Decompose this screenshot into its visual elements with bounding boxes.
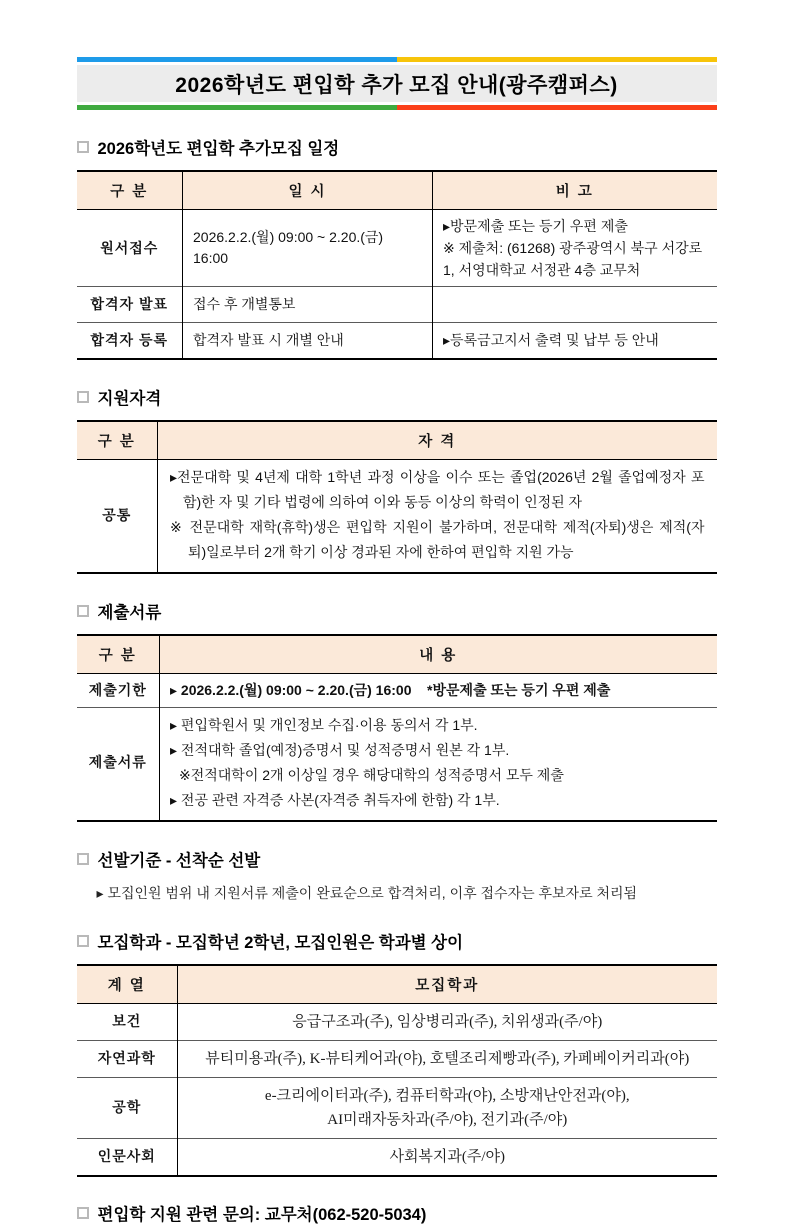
table-header-row [77,635,717,674]
table-row [77,210,717,287]
table-cell [433,210,717,287]
qualification-table [77,420,717,574]
section-heading-label: 2026학년도 편입학 추가모집 일정 [97,140,340,158]
table-row [77,707,717,821]
row-label: 제출서류 [77,707,160,821]
document-line: ▸ 편입학원서 및 개인정보 수집·이용 동의서 각 1부. [170,716,478,733]
empty-square-icon [77,853,89,865]
table-cell [158,459,717,573]
title-band [77,65,717,102]
row-label: 자연과학 [77,1040,178,1077]
footer-contact-label: 편입학 지원 관련 문의: 교무처(062-520-5034) [97,1205,427,1224]
page-title: 2026학년도 편입학 추가 모집 안내(광주캠퍼스) [175,73,618,97]
table-row [77,459,717,573]
table-cell: 사회복지과(주/야) [178,1138,717,1176]
table-cell: ▸등록금고지서 출력 및 납부 등 안내 [433,323,717,359]
document-line: ※전적대학이 2개 이상일 경우 해당대학의 성적증명서 모두 제출 [179,766,564,783]
column-header: 모집학과 [178,965,717,1004]
footer-contact-heading [77,1201,717,1225]
column-header: 비 고 [433,171,717,210]
column-header: 구 분 [77,171,183,210]
section-heading-qualification [77,385,717,409]
column-header: 구 분 [77,421,158,460]
table-cell: 2026.2.2.(월) 09:00 ~ 2.20.(금) 16:00 [183,210,433,287]
row-label: 제출기한 [88,681,147,698]
table-cell [433,287,717,323]
yellow-stripe-segment [397,57,717,62]
column-header: 자 격 [158,421,717,460]
section-heading-label: 제출서류 [97,603,162,622]
table-header-row [77,421,717,460]
title-bottom-stripe [77,105,717,110]
row-label: 보건 [112,1013,142,1029]
table-row [77,1003,717,1040]
empty-square-icon [77,391,89,403]
row-label: 원서접수 [100,239,159,256]
row-label: 합격자 등록 [77,323,183,359]
green-stripe-segment [77,105,397,110]
row-label: 공학 [77,1077,178,1138]
section-heading-label: 선발기준 - 선착순 선발 [97,851,261,870]
document-page [77,0,717,1225]
departments-table [77,964,717,1177]
table-row [77,1040,717,1077]
table-cell: 뷰티미용과(주), K-뷰티케어과(야), 호텔조리제빵과(주), 카페베이커리과(야) [178,1040,717,1077]
empty-square-icon [77,605,89,617]
empty-square-icon [77,935,89,947]
document-line: ▸ 전공 관련 자격증 사본(자격증 취득자에 한함) 각 1부. [170,791,500,808]
department-line: e-크리에이터과(주), 컴퓨터학과(야), 소방재난안전과(야), [264,1087,630,1104]
row-label: 공통 [102,507,132,523]
selection-bullet-line: ▸ 모집인원 범위 내 지원서류 제출이 완료순으로 합격처리, 이후 접수자는 후보자로 처리됨 [96,884,638,901]
column-header: 내 용 [160,635,717,674]
column-header: 계 열 [77,965,178,1004]
section-heading-label: 모집학과 - 모집학년 2학년, 모집인원은 학과별 상이 [97,933,464,952]
row-label: 합격자 발표 [77,287,183,323]
department-line: AI미래자동차과(주/야), 전기과(주/야) [327,1111,568,1128]
table-cell [160,707,717,821]
table-row [77,287,717,323]
column-header: 일 시 [183,171,433,210]
document-title-bar [77,57,717,110]
document-line: ▸ 전적대학 졸업(예정)증명서 및 성적증명서 원본 각 1부. [170,741,510,758]
row-label: 인문사회 [77,1138,178,1176]
empty-square-icon [77,141,89,153]
documents-table [77,634,717,822]
table-header-row [77,171,717,210]
table-cell: 응급구조과(주), 임상병리과(주), 치위생과(주/야) [178,1003,717,1040]
qualification-line: ▸전문대학 및 4년제 대학 1학년 과정 이상을 이수 또는 졸업(2026년 2월 졸업예정자 포함)한 자 및 기타 법령에 의하여 이와 동등 이상의 학력이 인정된 자 [170,468,705,510]
qualification-line: ※ 전문대학 재학(휴학)생은 편입학 지원이 불가하며, 전문대학 제적(자퇴)생은 제적(자퇴)일로부터 2개 학기 이상 경과된 자에 한하여 편입학 지원 가능 [170,518,705,560]
red-stripe-segment [397,105,717,110]
section-heading-selection [77,847,717,871]
section-heading-schedule [77,135,717,159]
note-line: ※ 제출처: (61268) 광주광역시 북구 서강로 1, 서영대학교 서정관 4층 교무처 [443,240,703,278]
section-heading-label: 지원자격 [97,389,162,408]
table-row [77,673,717,707]
table-row [77,1138,717,1176]
table-cell: 합격자 발표 시 개별 안내 [183,323,433,359]
table-row [77,1077,717,1138]
section-heading-documents [77,599,717,623]
table-cell [178,1077,717,1138]
table-cell: 접수 후 개별통보 [183,287,433,323]
section-heading-departments [77,929,717,953]
title-top-stripe [77,57,717,62]
column-header: 구 분 [77,635,160,674]
schedule-table [77,170,717,360]
table-cell: ▸ 2026.2.2.(월) 09:00 ~ 2.20.(금) 16:00 *방문제출 또는 등기 우편 제출 [160,673,717,707]
table-row [77,323,717,359]
table-header-row [77,965,717,1004]
empty-square-icon [77,1207,89,1219]
blue-stripe-segment [77,57,397,62]
note-line: ▸방문제출 또는 등기 우편 제출 [443,218,628,234]
